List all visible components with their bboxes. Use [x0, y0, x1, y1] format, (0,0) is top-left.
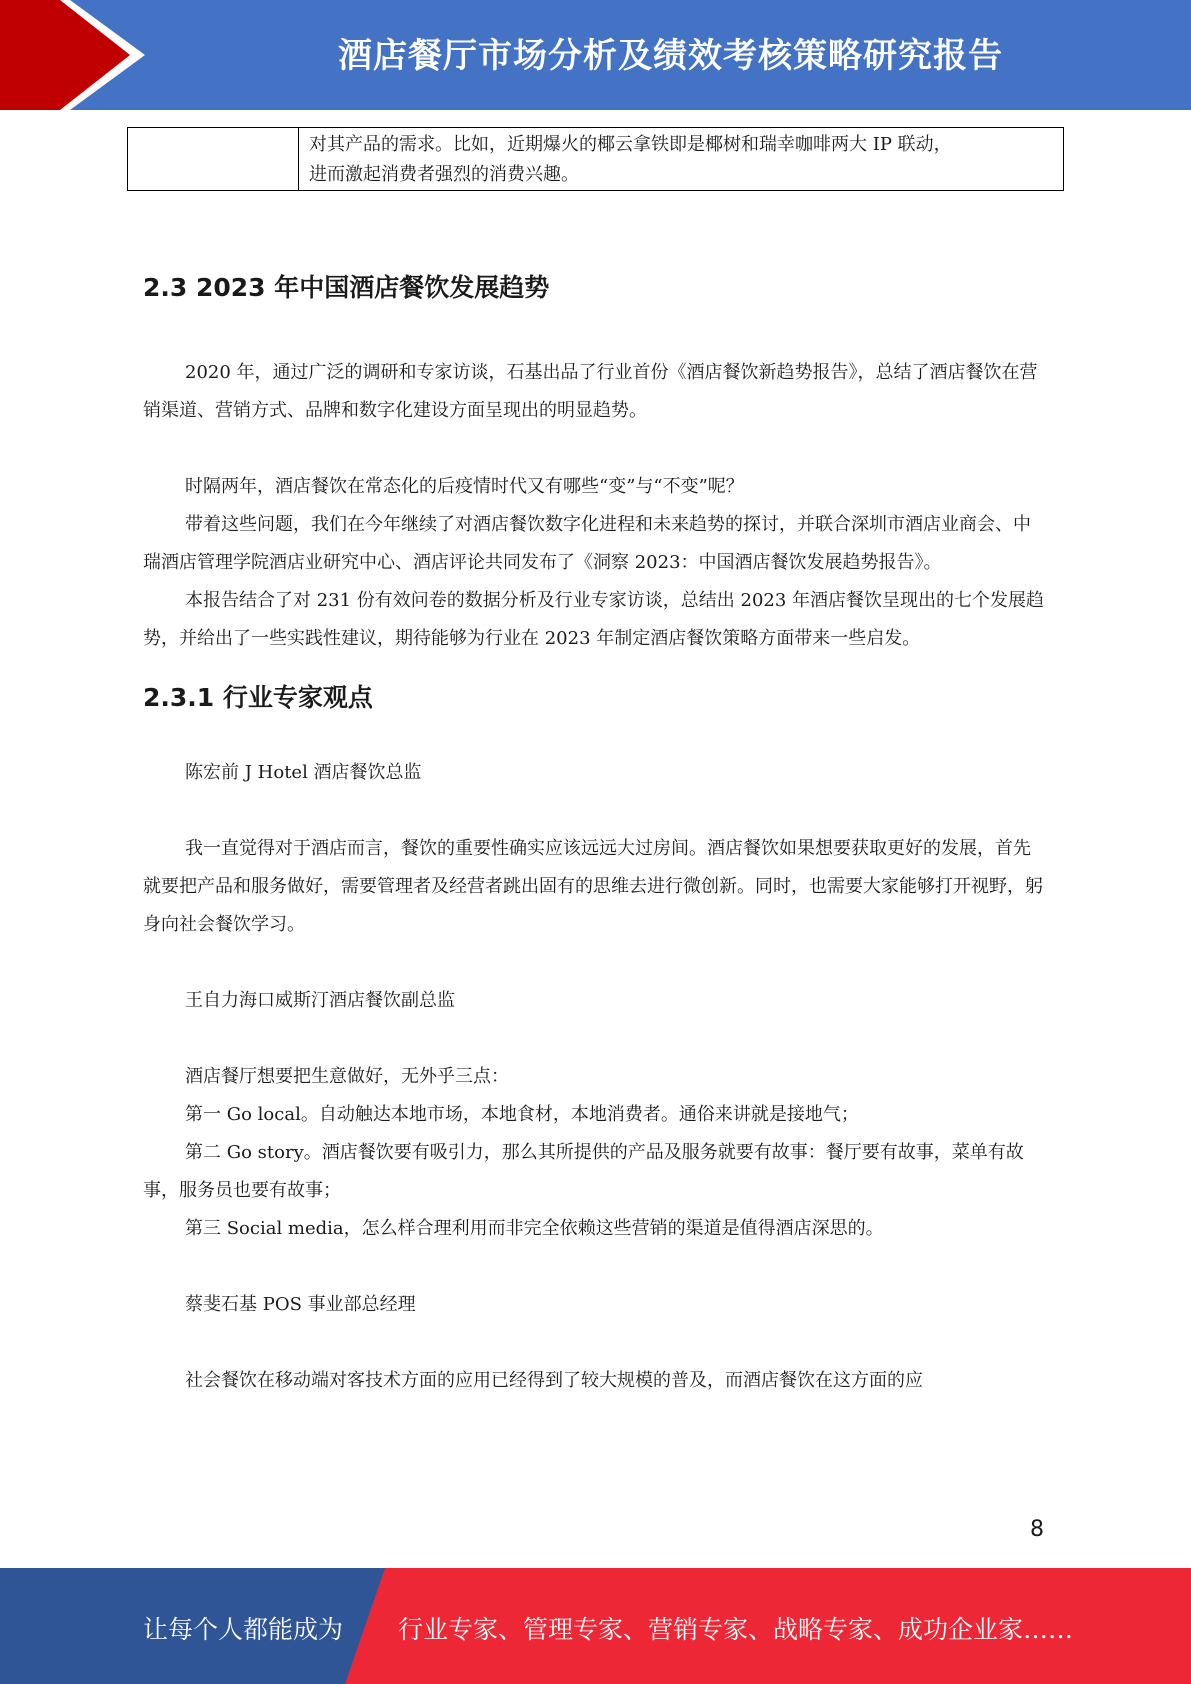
paragraph: 本报告结合了对 231 份有效问卷的数据分析及行业专家访谈，总结出 2023 年酒店餐饮呈现出的七个发展趋势，并给出了一些实践性建议，期待能够为行业在 2023 年制定酒店餐饮策略方面带来一些启发。	[143, 590, 1045, 649]
header-title: 酒店餐厅市场分析及绩效考核策略研究报告	[338, 36, 1003, 76]
paragraph: 第三 Social media，怎么样合理利用而非完全依赖这些营销的渠道是值得酒店深思的。	[185, 1218, 884, 1239]
continued-table	[127, 127, 1064, 191]
expert-name: 陈宏前 J Hotel 酒店餐饮总监	[185, 762, 422, 783]
table-cell-empty	[128, 128, 299, 190]
paragraph: 酒店餐厅想要把生意做好，无外乎三点：	[185, 1066, 509, 1087]
section-heading-2-3-1: 2.3.1 行业专家观点	[143, 683, 373, 712]
page-number: 8	[1030, 1517, 1044, 1542]
page-header	[0, 0, 1191, 110]
expert-name: 王自力海口威斯汀酒店餐饮副总监	[185, 990, 455, 1011]
paragraph: 社会餐饮在移动端对客技术方面的应用已经得到了较大规模的普及，而酒店餐饮在这方面的应	[185, 1370, 923, 1391]
table-line: 对其产品的需求。比如，近期爆火的椰云拿铁即是椰树和瑞幸咖啡两大 IP 联动，	[309, 134, 952, 155]
main-content	[143, 268, 1045, 1400]
expert-name: 蔡斐石基 POS 事业部总经理	[185, 1294, 416, 1315]
table-cell-text	[299, 128, 1063, 190]
table-line: 进而激起消费者强烈的消费兴趣。	[309, 164, 579, 185]
paragraph: 2020 年，通过广泛的调研和专家访谈，石基出品了行业首份《酒店餐饮新趋势报告》，总结了酒店餐饮在营销渠道、营销方式、品牌和数字化建设方面呈现出的明显趋势。	[143, 362, 1038, 421]
paragraph: 时隔两年，酒店餐饮在常态化的后疫情时代又有哪些“变”与“不变”呢？	[185, 476, 744, 497]
paragraph: 我一直觉得对于酒店而言，餐饮的重要性确实应该远远大过房间。酒店餐饮如果想要获取更好的发展，首先就要把产品和服务做好，需要管理者及经营者跳出固有的思维去进行微创新。同时，也需要大家能够打开视野，躬身向社会餐饮学习。	[143, 838, 1043, 935]
footer-slogan-left: 让每个人都能成为	[143, 1615, 344, 1644]
paragraph: 带着这些问题，我们在今年继续了对酒店餐饮数字化进程和未来趋势的探讨，并联合深圳市酒店业商会、中瑞酒店管理学院酒店业研究中心、酒店评论共同发布了《洞察 2023：中国酒店餐饮发展趋势报告》。	[143, 514, 1031, 573]
section-heading-2-3: 2.3 2023 年中国酒店餐饮发展趋势	[143, 273, 550, 302]
paragraph: 第二 Go story。酒店餐饮要有吸引力，那么其所提供的产品及服务就要有故事：餐厅要有故事，菜单有故事，服务员也要有故事；	[143, 1142, 1024, 1201]
paragraph: 第一 Go local。自动触达本地市场，本地食材，本地消费者。通俗来讲就是接地气；	[185, 1104, 859, 1125]
page-footer	[0, 1568, 1191, 1684]
footer-slogan-right: 行业专家、管理专家、营销专家、战略专家、成功企业家……	[398, 1615, 1074, 1644]
